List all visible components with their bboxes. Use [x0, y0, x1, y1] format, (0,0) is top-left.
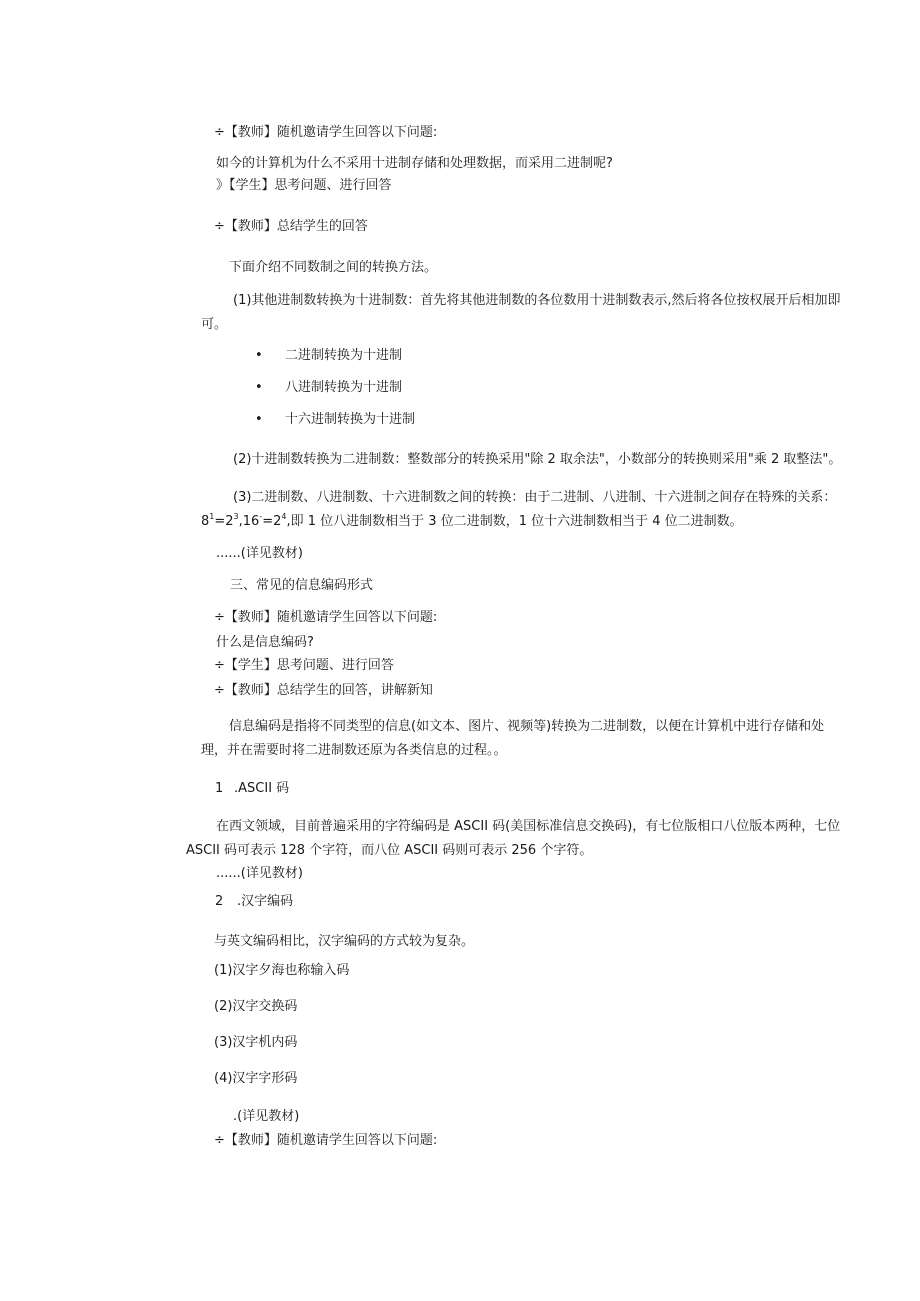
see-textbook-3: .(详见教材) [233, 1109, 300, 1124]
question-encoding: 什么是信息编码? [216, 635, 314, 650]
subheading-ascii: .ASCII 码 [234, 781, 290, 796]
subheading-2-number: 2 [215, 894, 224, 909]
section-heading-3: 三、常见的信息编码形式 [230, 578, 374, 593]
bullet-item-2: 八进制转换为十进制 [285, 380, 403, 395]
encoding-definition-line-2: 理，并在需要时将二进制数还原为各类信息的过程。。 [201, 743, 507, 758]
teacher-prompt-1: ÷【教师】随机邀请学生回答以下问题: [214, 125, 438, 140]
bullet-dot-icon: • [255, 412, 263, 427]
bullet-item-3: 十六进制转换为十进制 [285, 412, 416, 427]
encoding-definition-line-1: 信息编码是指将不同类型的信息(如文本、图片、视频等)转换为二进制数，以便在计算机中进行存储和处 [229, 719, 825, 734]
teacher-prompt-3: ÷【教师】随机邀请学生回答以下问题: [214, 1133, 438, 1148]
bullet-dot-icon: • [255, 348, 263, 363]
student-response-2: ÷【学生】思考问题、进行回答 [214, 658, 394, 673]
teacher-prompt-2: ÷【教师】随机邀请学生回答以下问题: [214, 610, 438, 625]
method-1-line-2: 可。 [201, 317, 228, 332]
bullet-item-1: 二进制转换为十进制 [285, 348, 403, 363]
teacher-summary-2: ÷【教师】总结学生的回答，讲解新知 [214, 683, 433, 698]
student-response-1: 》【学生】思考问题、进行回答 [216, 178, 392, 193]
method-2: (2)十进制数转换为二进制数：整数部分的转换采用"除 2 取余法"，小数部分的转换则采用"乘 2 取整法"。 [233, 452, 842, 467]
subheading-chinese-encoding: .汉字编码 [237, 894, 294, 909]
ascii-paragraph-line-1: 在西文领域，目前普遍采用的字符编码是 ASCII 码(美国标准信息交换码)，有七位版相口八位版本两种，七位 [216, 819, 841, 834]
intro-conversion: 下面介绍不同数制之间的转换方法。 [229, 260, 438, 275]
bullet-dot-icon: • [255, 380, 263, 395]
method-1-line-1: (1)其他进制数转换为十进制数：首先将其他进制数的各位数用十进制数表示,然后将各位按权展开后相加即 [233, 293, 841, 308]
method-3-line-1: (3)二进制数、八进制数、十六进制数之间的转换：由于二进制、八进制、十六进制之间存在特殊的关系： [233, 490, 837, 505]
encoding-type-1: (1)汉字夕海也称输入码 [214, 963, 350, 978]
question-binary: 如今的计算机为什么不采用十进制存储和处理数据，而采用二进制呢? [216, 156, 613, 171]
teacher-summary-1: ÷【教师】总结学生的回答 [214, 219, 368, 234]
see-textbook-2: ......(详见教材) [216, 866, 303, 881]
encoding-type-3: (3)汉字机内码 [214, 1035, 298, 1050]
see-textbook-1: ......(详见教材) [216, 546, 303, 561]
encoding-type-2: (2)汉字交换码 [214, 999, 298, 1014]
subheading-1-number: 1 [215, 781, 224, 796]
ascii-paragraph-line-2: ASCII 码可表示 128 个字符，而八位 ASCII 码则可表示 256 个字符。 [186, 843, 593, 858]
encoding-type-4: (4)汉字字形码 [214, 1071, 298, 1086]
method-3-line-2: $8^1=2^3,16^-=2^4$,即 1 位八进制数相当于 3 位二进制数，1 位十六进制数相当于 4 位二进制数。 [201, 511, 743, 529]
chinese-encoding-intro: 与英文编码相比，汉字编码的方式较为复杂。 [214, 934, 475, 949]
